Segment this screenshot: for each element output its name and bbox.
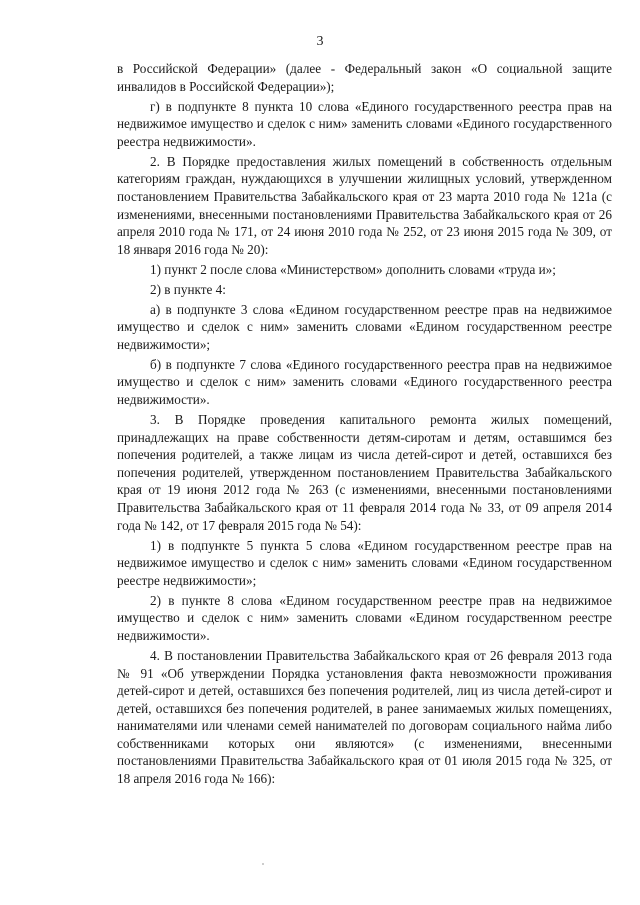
paragraph-section-2: 2. В Порядке предоставления жилых помещений в собственность отдельным категориям граждан, нуждающихся в улучшении жилищных условий, утвержденном постановлением Правительства Забайкальского края от 23 марта 2010 года № 121а (с изменениями, внесенными постановлениями Правительства Забайкальского края от 26 апреля 2010 года № 171, от 24 июня 2010 года № 252, от 23 июня 2015 года № 309, от 18 января 2016 года № 20): bbox=[117, 153, 612, 257]
paragraph-section-3-item-2: 2) в пункте 8 слова «Едином государственном реестре прав на недвижимое имущество и сделок с ним» заменить словами «Едином государственном реестре недвижимости». bbox=[117, 592, 612, 643]
paragraph-section-2-item-2: 2) в пункте 4: bbox=[150, 281, 226, 297]
paragraph-section-3: 3. В Порядке проведения капитального ремонта жилых помещений, принадлежащих на праве собственности детям-сиротам и детям, оставшимся без попечения родителей, а также лицам из числа детей-сирот и детей, оставшихся без попечения родителей, утвержденном постановлением Правительства Забайкальского края от 19 июня 2012 года № 263 (с изменениями, внесенными постановлениями Правительства Забайкальского края от 11 февраля 2014 года № 33, от 09 апреля 2014 года № 142, от 17 февраля 2015 года № 54): bbox=[117, 412, 612, 533]
paragraph-section-2-item-1: 1) пункт 2 после слова «Министерством» дополнить словами «труда и»; bbox=[150, 261, 556, 277]
paragraph-subitem-g: г) в подпункте 8 пункта 10 слова «Единого государственного реестра прав на недвижимое имущество и сделок с ним» заменить словами «Единого государственного реестра недвижимости». bbox=[117, 98, 612, 149]
paragraph-section-2-item-2b: б) в подпункте 7 слова «Единого государственного реестра прав на недвижимое имущество и сделок с ним» заменить словами «Единого государственного реестра недвижимости». bbox=[117, 356, 612, 408]
page-number: 3 bbox=[316, 34, 324, 49]
paragraph-section-3-item-1: 1) в подпункте 5 пункта 5 слова «Едином государственном реестре прав на недвижимое имущество и сделок с ним» заменить словами «Едином государственном реестре недвижимости»; bbox=[117, 537, 612, 588]
paragraph-section-2-item-2a: а) в подпункте 3 слова «Едином государственном реестре прав на недвижимое имущество и сделок с ним» заменить словами «Едином государственном реестре недвижимости»; bbox=[117, 301, 612, 352]
document-body bbox=[117, 60, 612, 790]
paragraph-section-4: 4. В постановлении Правительства Забайкальского края от 26 февраля 2013 года № 91 «Об утверждении Порядка установления факта невозможности проживания детей-сирот и детей, оставшихся без попечения родителей, лиц из числа детей-сирот и детей, оставшихся без попечения родителей, в ранее занимаемых жилых помещениях, нанимателями или членами семей нанимателей по договорам социального найма либо собственниками которых они являются» (с изменениями, внесенными постановлениями Правительства Забайкальского края от 01 июля 2015 года № 325, от 18 апреля 2016 года № 166): bbox=[117, 647, 612, 787]
paragraph-continuation: в Российской Федерации» (далее - Федеральный закон «О социальной защите инвалидов в Российской Федерации»); bbox=[117, 61, 612, 94]
scan-artifact bbox=[262, 863, 264, 865]
